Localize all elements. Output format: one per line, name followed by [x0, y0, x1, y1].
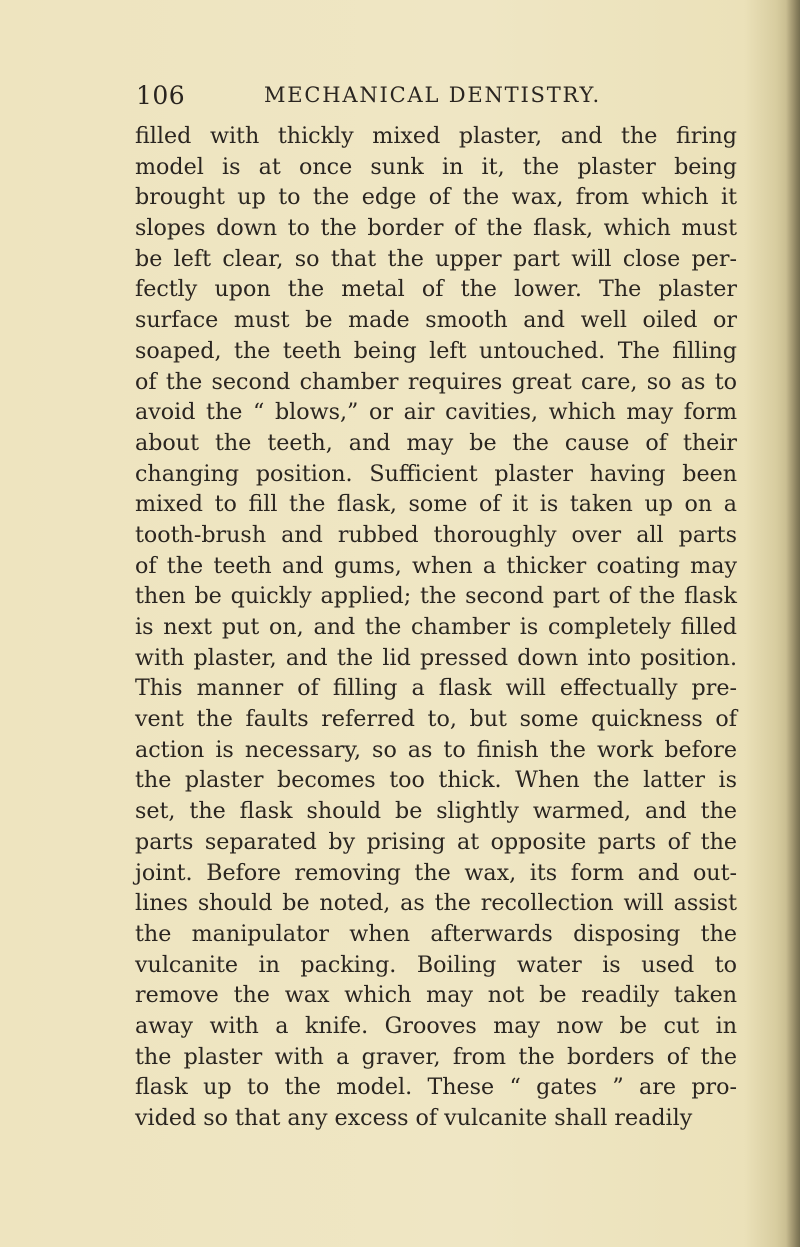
- text-line: of the teeth and gums, when a thicker coating may: [135, 552, 737, 579]
- text-line: vulcanite in packing. Boiling water is used to: [135, 951, 737, 978]
- text-line: vided so that any excess of vulcanite shall readily: [135, 1105, 693, 1131]
- text-line: vent the faults referred to, but some quickness of: [135, 706, 737, 733]
- text-line: be left clear, so that the upper part will close per-: [135, 245, 737, 272]
- text-line: lines should be noted, as the recollection will assist: [135, 890, 737, 917]
- text-line: changing position. Sufficient plaster having been: [135, 460, 737, 487]
- text-line: is next put on, and the chamber is completely filled: [135, 614, 737, 640]
- text-line: tooth-brush and rubbed thoroughly over all parts: [135, 521, 737, 548]
- text-line: of the second chamber requires great care, so as to: [135, 368, 737, 395]
- text-line: joint. Before removing the wax, its form and out-: [135, 859, 737, 886]
- text-line: mixed to fill the flask, some of it is taken up on a: [135, 491, 737, 518]
- text-line: then be quickly applied; the second part of the flask: [135, 583, 737, 610]
- text-line: away with a knife. Grooves may now be cut in: [135, 1012, 737, 1039]
- page-edge-shadow: [786, 0, 800, 1247]
- text-line: about the teeth, and may be the cause of their: [135, 429, 737, 456]
- running-head: MECHANICAL DENTISTRY.: [264, 83, 601, 107]
- page-number: 106: [136, 81, 186, 110]
- text-line: set, the flask should be slightly warmed, and the: [135, 798, 737, 825]
- text-line: filled with thickly mixed plaster, and the firing: [135, 123, 737, 149]
- text-line: remove the wax which may not be readily taken: [135, 982, 737, 1009]
- text-line: model is at once sunk in it, the plaster being: [135, 153, 737, 180]
- text-line: soaped, the teeth being left untouched. The filling: [135, 337, 737, 364]
- text-line: with plaster, and the lid pressed down into position.: [135, 644, 737, 671]
- text-line: the plaster with a graver, from the borders of the: [135, 1043, 737, 1070]
- text-line: slopes down to the border of the flask, which must: [135, 215, 737, 242]
- text-line: action is necessary, so as to finish the work before: [135, 736, 737, 763]
- text-line: This manner of filling a flask will effectually pre-: [135, 675, 737, 702]
- text-line: fectly upon the metal of the lower. The plaster: [135, 276, 737, 303]
- page-header: [136, 81, 746, 115]
- text-line: the plaster becomes too thick. When the latter is: [135, 767, 737, 794]
- text-line: flask up to the model. These “ gates ” are pro-: [135, 1074, 737, 1101]
- text-line: brought up to the edge of the wax, from which it: [135, 184, 737, 211]
- text-line: avoid the “ blows,” or air cavities, which may form: [135, 399, 737, 426]
- body-paragraph: [135, 121, 737, 1134]
- text-line: parts separated by prising at opposite parts of the: [135, 828, 737, 855]
- text-line: surface must be made smooth and well oiled or: [135, 307, 737, 334]
- text-line: the manipulator when afterwards disposing the: [135, 920, 737, 947]
